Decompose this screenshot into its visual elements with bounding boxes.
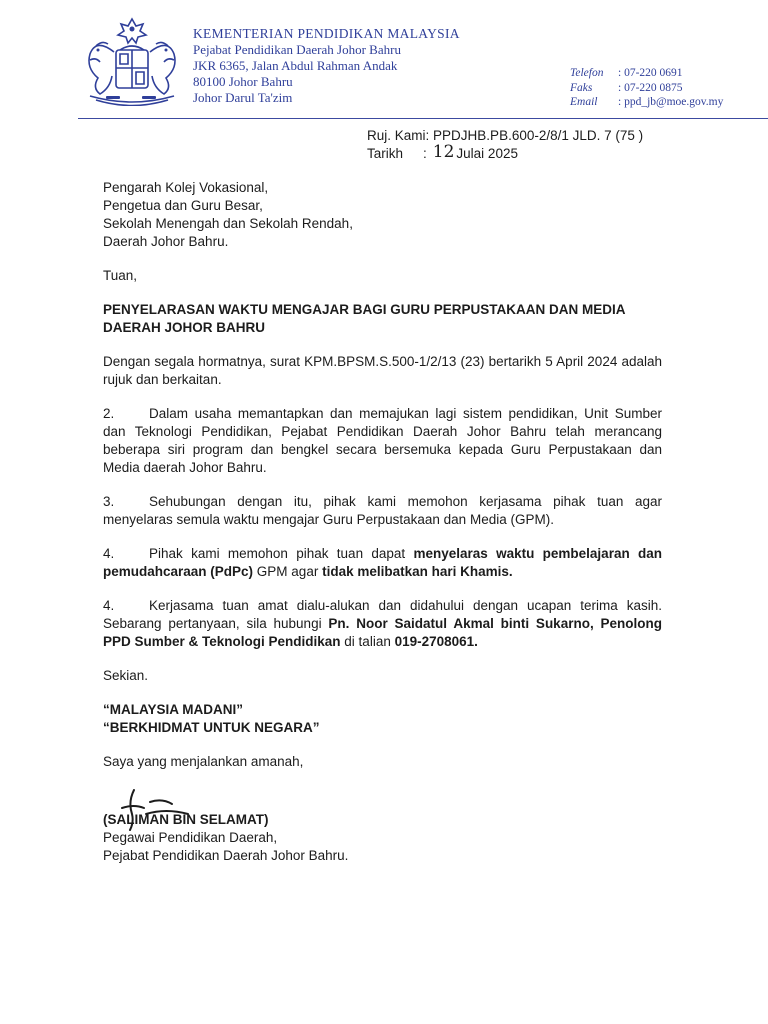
paragraph-number: 4. (103, 546, 115, 561)
coat-of-arms-icon (76, 16, 188, 106)
signoff: Saya yang menjalankan amanah, (103, 754, 304, 769)
recipient-line: Sekolah Menengah dan Sekolah Rendah, (103, 216, 353, 231)
recipient-line: Daerah Johor Bahru. (103, 234, 229, 249)
ruj-value: PPDJHB.PB.600-2/8/1 JLD. 7 (75 ) (433, 128, 644, 143)
contact-value: : 07-220 0691 (618, 67, 683, 79)
paragraph-text: Kerjasama tuan amat dialu-alukan dan didahului dengan ucapan terima kasih. Sebarang pertanyaan, sila hubungi (103, 598, 662, 631)
ministry-name: KEMENTERIAN PENDIDIKAN MALAYSIA (193, 26, 460, 41)
contact-email (570, 95, 723, 110)
signature-icon (110, 784, 200, 834)
tarikh-month-year: Julai 2025 (456, 146, 518, 161)
closing: Sekian. (103, 668, 149, 683)
letterhead (0, 0, 768, 124)
address-line: Pejabat Pendidikan Daerah Johor Bahru (193, 42, 401, 57)
address-line: Johor Darul Ta'zim (193, 90, 293, 105)
contact-telefon (570, 66, 723, 81)
motto: “BERKHIDMAT UNTUK NEGARA” (103, 720, 320, 735)
phone-number: 019-2708061. (394, 634, 478, 649)
paragraph-intro: Dengan segala hormatnya, surat KPM.BPSM.S.500-1/2/13 (23) bertarikh 5 April 2024 adalah rujuk dan berkaitan. (103, 354, 662, 387)
reference-block (367, 127, 643, 163)
paragraph-text: Pihak kami memohon pihak tuan dapat (149, 546, 414, 561)
paragraph-text: Sehubungan dengan itu, pihak kami memohon kerjasama pihak tuan agar menyelaras semula waktu mengajar Guru Perpustakaan dan Media (GPM). (103, 494, 662, 527)
address-line: 80100 Johor Bahru (193, 74, 293, 89)
handwritten-day: 12 (432, 142, 455, 162)
tarikh-separator: : (423, 146, 427, 161)
tarikh-label: Tarikh (367, 146, 404, 161)
paragraph-text: di talian (340, 634, 395, 649)
signer-office: Pejabat Pendidikan Daerah Johor Bahru. (103, 848, 349, 863)
contact-block (570, 66, 723, 110)
paragraph-3 (103, 493, 662, 529)
paragraph-2 (103, 405, 662, 477)
paragraph-5 (103, 597, 662, 651)
subject-heading: PENYELARASAN WAKTU MENGAJAR BAGI GURU PERPUSTAKAAN DAN MEDIA DAERAH JOHOR BAHRU (103, 302, 626, 335)
contact-label: Email (570, 96, 598, 108)
contact-person: Pn. Noor Saidatul Akmal binti Sukarno, Penolong PPD Sumber & Teknologi Pendidikan (103, 616, 662, 649)
contact-label: Faks (570, 81, 593, 94)
paragraph-number: 2. (103, 406, 115, 421)
ruj-label: Ruj. Kami: (367, 128, 430, 143)
letter-body (103, 179, 662, 865)
contact-faks (570, 81, 723, 96)
contact-label: Telefon (570, 67, 604, 79)
signer-name: (SALIMAN BIN SELAMAT) (103, 812, 269, 827)
paragraph-number: 4. (103, 598, 115, 613)
address-line: JKR 6365, Jalan Abdul Rahman Andak (193, 58, 398, 73)
paragraph-number: 3. (103, 494, 115, 509)
contact-value: : 07-220 0875 (618, 81, 683, 94)
paragraph-text: Dalam usaha memantapkan dan memajukan lagi sistem pendidikan, Unit Sumber dan Teknologi Pendidikan, Pejabat Pendidikan Daerah Johor Bahru telah merancang beberapa siri program dan bengkel secara bersemuka kepada Guru Perpustakaan dan Media daerah Johor Bahru. (103, 406, 662, 475)
paragraph-bold: menyelaras waktu pembelajaran dan pemudahcaraan (PdPc) (103, 546, 663, 579)
paragraph-bold: tidak melibatkan hari Khamis. (322, 564, 513, 579)
recipient-line: Pengarah Kolej Vokasional, (103, 180, 269, 195)
reference-number (367, 127, 643, 145)
paragraph-text: GPM agar (253, 564, 323, 579)
recipient-line: Pengetua dan Guru Besar, (103, 198, 263, 213)
contact-value: : ppd_jb@moe.gov.my (618, 96, 724, 108)
letterhead-divider (78, 118, 768, 119)
motto: “MALAYSIA MADANI” (103, 702, 244, 717)
paragraph-4 (103, 545, 662, 581)
signer-title: Pegawai Pendidikan Daerah, (103, 830, 278, 845)
letterhead-organisation (193, 26, 460, 106)
salutation: Tuan, (103, 268, 138, 283)
reference-date (367, 142, 643, 163)
